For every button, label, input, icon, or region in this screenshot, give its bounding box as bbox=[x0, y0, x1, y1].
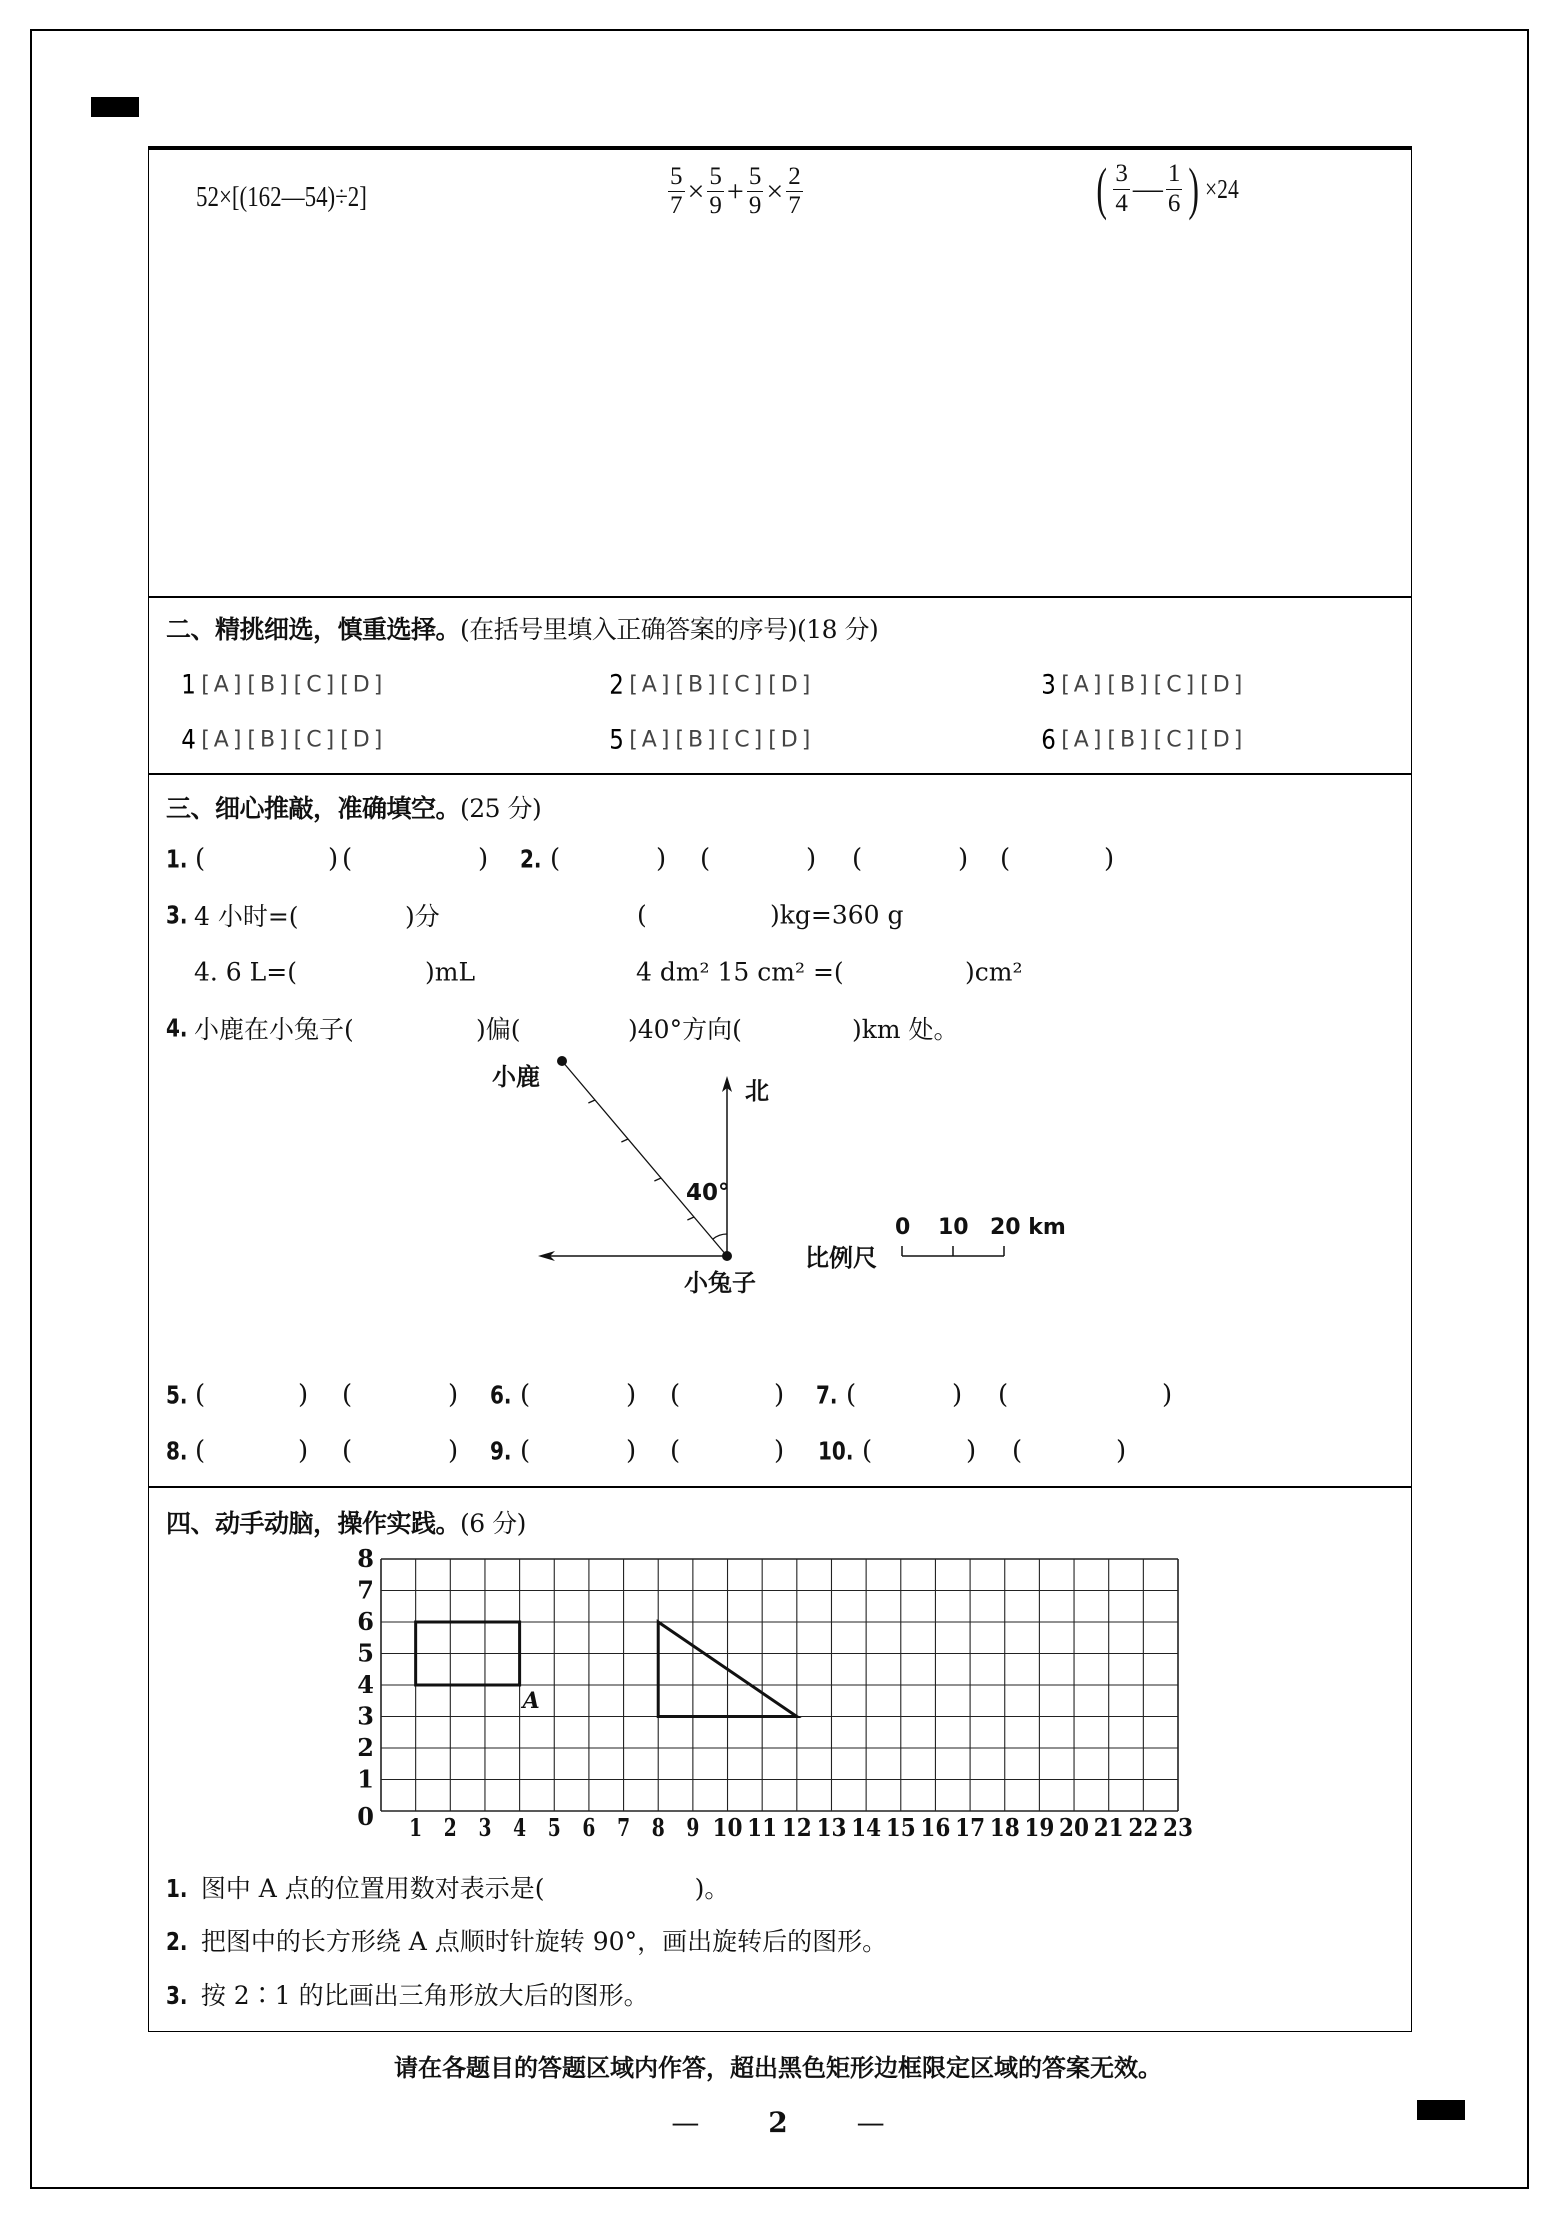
question-number: 1. bbox=[166, 1874, 188, 1903]
blank-close: ) bbox=[806, 844, 817, 874]
blank-open[interactable]: ( bbox=[195, 844, 206, 874]
blank-close: ) bbox=[952, 1380, 963, 1410]
blank-close: ) bbox=[1104, 844, 1115, 874]
s4-q3 bbox=[166, 1976, 649, 2012]
section4-title: 四、动手动脑，操作实践。 bbox=[166, 1509, 461, 1538]
close-paren: ) bbox=[1188, 156, 1200, 221]
option-c[interactable]: [C] bbox=[293, 672, 339, 698]
q3-label: 3. bbox=[166, 900, 188, 930]
question-text: 图中 A 点的位置用数对表示是( bbox=[200, 1874, 545, 1903]
north-label: 北 bbox=[745, 1077, 769, 1105]
fraction: $\frac{5}{7}$ bbox=[670, 163, 683, 220]
option-d[interactable]: [D] bbox=[1200, 727, 1247, 753]
blank-open[interactable]: ( bbox=[1012, 1436, 1023, 1466]
x-axis-label: 18 bbox=[989, 1813, 1020, 1842]
x-axis-label: 17 bbox=[955, 1813, 986, 1842]
blank-open[interactable]: ( bbox=[862, 1436, 873, 1466]
question-number: 3 bbox=[1041, 669, 1056, 701]
q5-label: 5. bbox=[166, 1380, 188, 1410]
scale-tick-label-0: 0 bbox=[895, 1215, 911, 1240]
option-c[interactable]: [C] bbox=[1153, 672, 1199, 698]
y-axis-label: 2 bbox=[357, 1733, 374, 1762]
fraction: $\frac{5}{9}$ bbox=[748, 163, 762, 220]
q1-label: 1. bbox=[166, 844, 188, 874]
blank-close: ) bbox=[656, 844, 667, 874]
option-b[interactable]: [B] bbox=[1107, 672, 1152, 698]
option-b[interactable]: [B] bbox=[247, 727, 292, 753]
blank-close: ) bbox=[448, 1436, 459, 1466]
x-axis-label: 6 bbox=[582, 1813, 596, 1842]
x-axis-label: 23 bbox=[1163, 1813, 1193, 1842]
blank-close: ) bbox=[298, 1436, 309, 1466]
q3c-prefix: 4. 6 L=( bbox=[194, 957, 297, 987]
x-axis-label: 7 bbox=[617, 1813, 631, 1842]
x-axis-label: 9 bbox=[686, 1813, 700, 1842]
option-b[interactable]: [B] bbox=[675, 727, 720, 753]
blank-close: ) bbox=[478, 844, 489, 874]
x-axis-label: 20 bbox=[1059, 1813, 1090, 1842]
section4-subtitle: (6 分) bbox=[460, 1509, 526, 1538]
option-b[interactable]: [B] bbox=[247, 672, 292, 698]
q7-label: 7. bbox=[816, 1380, 838, 1410]
blank-close: ) bbox=[966, 1436, 977, 1466]
point-a-label: A bbox=[522, 1688, 540, 1714]
q3d-prefix: 4 dm² 15 cm² =( bbox=[636, 957, 844, 987]
page-number: 2 bbox=[768, 2106, 788, 2139]
section2-title: 二、精挑细选，慎重选择。 bbox=[166, 615, 461, 644]
option-a[interactable]: [A] bbox=[201, 727, 246, 753]
question-number: 6 bbox=[1041, 724, 1056, 756]
q2-label: 2. bbox=[520, 844, 542, 874]
y-axis-label: 5 bbox=[357, 1638, 374, 1668]
section3-title: 三、细心推敲，准确填空。 bbox=[166, 794, 461, 823]
blank-open[interactable]: ( bbox=[550, 844, 561, 874]
blank-open[interactable]: ( bbox=[998, 1380, 1009, 1410]
question-number: 1 bbox=[181, 669, 196, 701]
y-axis-label: 0 bbox=[357, 1802, 374, 1831]
open-paren: ( bbox=[1096, 156, 1107, 221]
q8-label: 8. bbox=[166, 1436, 188, 1466]
scale-label: 比例尺 bbox=[805, 1244, 877, 1272]
deer-label: 小鹿 bbox=[492, 1063, 540, 1091]
scale-tick-label-20: 20 km bbox=[990, 1215, 1066, 1240]
blank-open[interactable]: ( bbox=[342, 844, 353, 874]
q3b-prefix: ( bbox=[637, 900, 647, 930]
option-c[interactable]: [C] bbox=[721, 727, 767, 753]
x-axis-label: 13 bbox=[816, 1813, 847, 1842]
fraction: $\frac{1}{6}$ bbox=[1167, 160, 1181, 217]
x-axis-label: 14 bbox=[851, 1813, 882, 1842]
q4-part4: )km 处。 bbox=[852, 1015, 959, 1044]
fraction: $\frac{5}{9}$ bbox=[709, 163, 722, 220]
question-text: 按 2∶1 的比画出三角形放大后的图形。 bbox=[200, 1981, 649, 2010]
y-axis-label: 4 bbox=[357, 1670, 374, 1699]
angle-label: 40° bbox=[686, 1180, 730, 1206]
q4-part1: 小鹿在小兔子( bbox=[194, 1015, 354, 1044]
section3-subtitle: (25 分) bbox=[460, 794, 542, 823]
page-number-footer bbox=[0, 2106, 1556, 2139]
operator: — bbox=[1132, 172, 1163, 205]
x-axis-label: 19 bbox=[1024, 1813, 1055, 1842]
s4-q1 bbox=[166, 1869, 729, 1905]
question-text-end: )。 bbox=[694, 1874, 730, 1903]
question-text: 把图中的长方形绕 A 点顺时针旋转 90°，画出旋转后的图形。 bbox=[200, 1927, 888, 1956]
question-number: 5 bbox=[609, 724, 624, 756]
q3c-suffix: )mL bbox=[425, 957, 476, 987]
fraction: $\frac{2}{7}$ bbox=[788, 163, 801, 220]
q4-part3: )40°方向( bbox=[628, 1015, 742, 1044]
blank-close: ) bbox=[626, 1380, 637, 1410]
s4-q2 bbox=[166, 1922, 887, 1958]
answer-area-notice: 请在各题目的答题区域内作答，超出黑色矩形边框限定区域的答案无效。 bbox=[394, 2054, 1162, 2082]
q4-part2: )偏( bbox=[476, 1015, 521, 1044]
option-b[interactable]: [B] bbox=[675, 672, 720, 698]
q4-label: 4. bbox=[166, 1013, 188, 1043]
y-axis-label: 7 bbox=[357, 1575, 374, 1605]
q3a-prefix: 4 小时=( bbox=[194, 902, 299, 931]
y-axis-label: 1 bbox=[357, 1764, 374, 1794]
question-number: 4 bbox=[181, 724, 196, 756]
blank-open[interactable]: ( bbox=[195, 1380, 206, 1410]
blank-open[interactable]: ( bbox=[1000, 844, 1011, 874]
q3a-suffix: )分 bbox=[405, 902, 440, 931]
option-d[interactable]: [D] bbox=[768, 727, 815, 753]
option-c[interactable]: [C] bbox=[293, 727, 339, 753]
blank-open[interactable]: ( bbox=[852, 844, 863, 874]
option-d[interactable]: [D] bbox=[340, 727, 387, 753]
x-axis-label: 12 bbox=[781, 1813, 812, 1842]
option-d[interactable]: [D] bbox=[340, 672, 387, 698]
blank-open[interactable]: ( bbox=[195, 1436, 206, 1466]
question-number: 3. bbox=[166, 1981, 188, 2010]
blank-close: ) bbox=[958, 844, 969, 874]
dash: — bbox=[856, 2106, 885, 2139]
blank-open[interactable]: ( bbox=[670, 1436, 681, 1466]
blank-close: ) bbox=[774, 1436, 785, 1466]
blank-open[interactable]: ( bbox=[520, 1380, 531, 1410]
q9-label: 9. bbox=[490, 1436, 512, 1466]
option-c[interactable]: [C] bbox=[1153, 727, 1199, 753]
option-d[interactable]: [D] bbox=[768, 672, 815, 698]
option-a[interactable]: [A] bbox=[1061, 672, 1106, 698]
blank-close: ) bbox=[448, 1380, 459, 1410]
x-axis-label: 1 bbox=[409, 1813, 423, 1842]
x-axis-label: 8 bbox=[651, 1813, 665, 1842]
y-axis-label: 3 bbox=[357, 1701, 374, 1731]
option-a[interactable]: [A] bbox=[201, 672, 246, 698]
option-a[interactable]: [A] bbox=[629, 672, 674, 698]
blank-open[interactable]: ( bbox=[342, 1380, 353, 1410]
question-number: 2 bbox=[609, 669, 624, 701]
blank-close: ) bbox=[298, 1380, 309, 1410]
blank-open[interactable]: ( bbox=[520, 1436, 531, 1466]
rabbit-label: 小兔子 bbox=[684, 1269, 756, 1297]
option-c[interactable]: [C] bbox=[721, 672, 767, 698]
option-a[interactable]: [A] bbox=[629, 727, 674, 753]
q10-label: 10. bbox=[818, 1436, 854, 1466]
option-b[interactable]: [B] bbox=[1107, 727, 1152, 753]
section2-subtitle: (在括号里填入正确答案的序号)(18 分) bbox=[460, 615, 879, 644]
blank-close: ) bbox=[774, 1380, 785, 1410]
blank-open[interactable]: ( bbox=[700, 844, 711, 874]
operator: × bbox=[687, 174, 705, 208]
blank-close: ) bbox=[1162, 1380, 1173, 1410]
blank-close: ) bbox=[328, 844, 339, 874]
scale-tick-label-10: 10 bbox=[938, 1215, 969, 1240]
operator: + bbox=[726, 174, 744, 208]
x-axis-label: 21 bbox=[1093, 1813, 1124, 1842]
q3b-suffix: )kg=360 g bbox=[770, 900, 904, 930]
x-axis-label: 3 bbox=[478, 1813, 492, 1842]
blank-open[interactable]: ( bbox=[670, 1380, 681, 1410]
dash: — bbox=[671, 2106, 700, 2139]
x-axis-label: 4 bbox=[513, 1813, 527, 1842]
q3d-suffix: )cm² bbox=[965, 957, 1023, 987]
y-axis-label: 6 bbox=[357, 1607, 374, 1636]
blank-close: ) bbox=[1116, 1436, 1127, 1466]
question-number: 2. bbox=[166, 1927, 188, 1956]
operator: × bbox=[766, 174, 784, 208]
fraction: $\frac{3}{4}$ bbox=[1115, 160, 1128, 217]
option-d[interactable]: [D] bbox=[1200, 672, 1247, 698]
option-a[interactable]: [A] bbox=[1061, 727, 1106, 753]
x-axis-label: 5 bbox=[547, 1813, 561, 1842]
expression-tail: ×24 bbox=[1204, 173, 1239, 204]
q6-label: 6. bbox=[490, 1380, 512, 1410]
x-axis-label: 11 bbox=[747, 1813, 778, 1842]
expression-1: 52×[(162—54)÷2] bbox=[196, 182, 367, 213]
blank-open[interactable]: ( bbox=[342, 1436, 353, 1466]
x-axis-label: 15 bbox=[885, 1813, 916, 1842]
x-axis-label: 10 bbox=[712, 1813, 743, 1842]
x-axis-label: 2 bbox=[443, 1813, 457, 1842]
x-axis-label: 16 bbox=[920, 1813, 951, 1842]
y-axis-label: 8 bbox=[357, 1544, 374, 1573]
blank-open[interactable]: ( bbox=[846, 1380, 857, 1410]
blank-close: ) bbox=[626, 1436, 637, 1466]
x-axis-label: 22 bbox=[1128, 1813, 1159, 1842]
